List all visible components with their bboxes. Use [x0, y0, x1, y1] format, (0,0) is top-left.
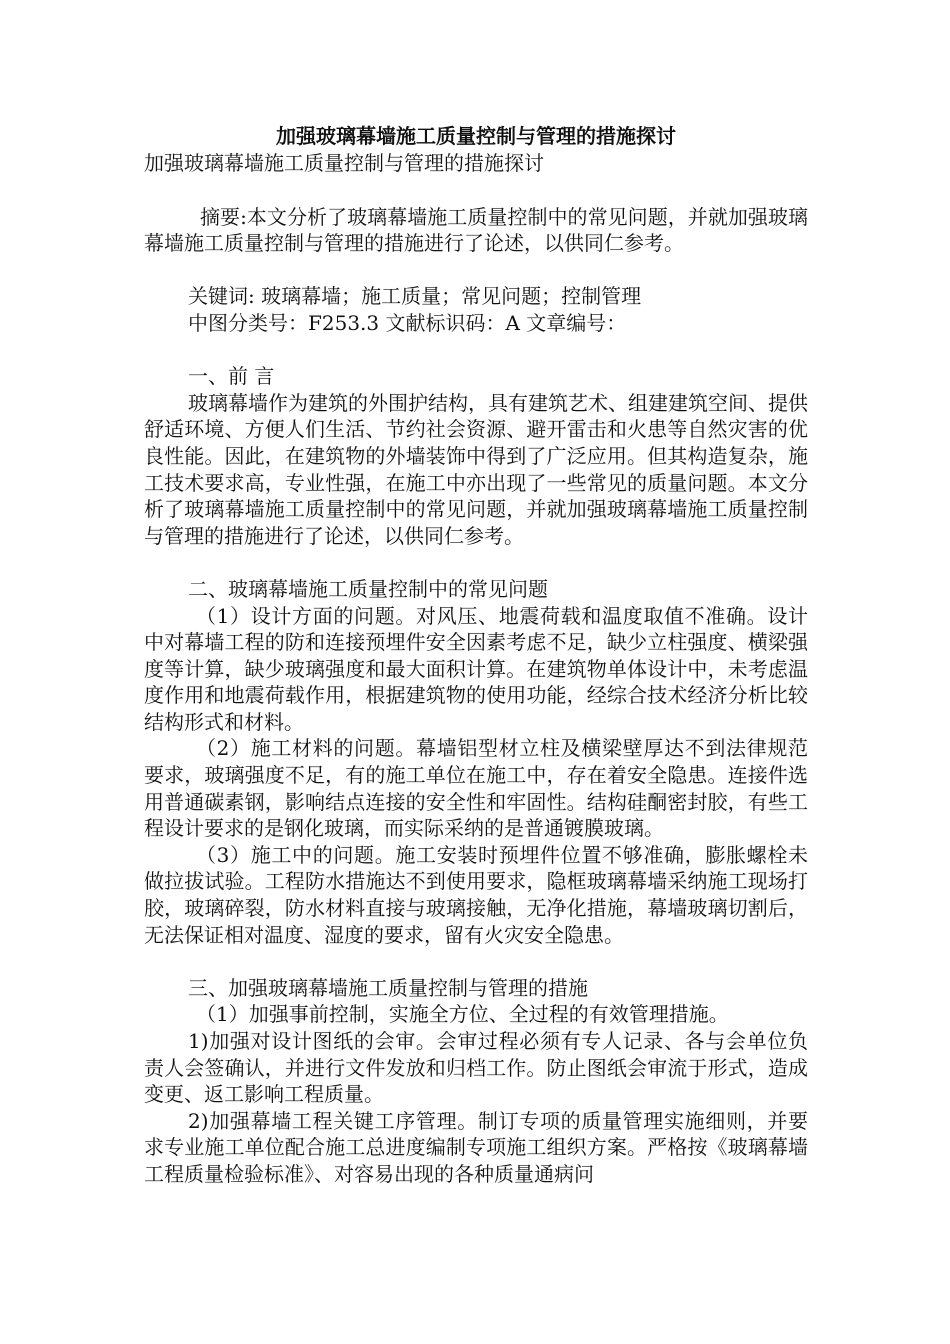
blank-line	[144, 948, 808, 975]
document-title: 加强玻璃幕墙施工质量控制与管理的措施探讨	[276, 124, 676, 148]
blank-line	[144, 257, 808, 284]
section-1-paragraph: 玻璃幕墙作为建筑的外围护结构，具有建筑艺术、组建建筑空间、提供舒适环境、方便人们生活、节约社会资源、避开雷击和火患等自然灾害的优良性能。因此，在建筑物的外墙装饰中得到了广泛应用。但其构造复杂，施工技术要求高，专业性强，在施工中亦出现了一些常见的质量问题。本文分析了玻璃幕墙施工质量控制中的常见问题，并就加强玻璃幕墙施工质量控制与管理的措施进行了论述，以供同仁参考。	[144, 390, 808, 548]
blank-line	[144, 177, 808, 204]
classification-line: 中图分类号：F253.3 文献标识码：A 文章编号：	[188, 310, 627, 335]
section-2-item-3: （3）施工中的问题。施工安装时预埋件位置不够准确，膨胀螺栓未做拉拔试验。工程防水措施达不到使用要求，隐框玻璃幕墙采纳施工现场打胶，玻璃碎裂，防水材料直接与玻璃接触，无净化措施，幕墙玻璃切割后，无法保证相对温度、湿度的要求，留有火灾安全隐患。	[144, 842, 808, 947]
section-heading-2: 二、玻璃幕墙施工质量控制中的常见问题	[188, 576, 548, 601]
section-2-item-2: （2）施工材料的问题。幕墙铝型材立柱及横梁壁厚达不到法律规范要求，玻璃强度不足，有的施工单位在施工中，存在着安全隐患。连接件选用普通碳素钢，影响结点连接的安全性和牢固性。结构硅酮密封胶，有些工程设计要求的是钢化玻璃，而实际采纳的是普通镀膜玻璃。	[144, 736, 808, 841]
section-2-item-1: （1）设计方面的问题。对风压、地震荷载和温度取值不准确。设计中对幕墙工程的防和连接预埋件安全因素考虑不足，缺少立柱强度、横梁强度等计算，缺少玻璃强度和最大面积计算。在建筑物单体设计中，未考虑温度作用和地震荷载作用，根据建筑物的使用功能，经综合技术经济分析比较结构形式和材料。	[144, 603, 808, 734]
document-page	[144, 122, 808, 1188]
section-heading-3: 三、加强玻璃幕墙施工质量控制与管理的措施	[188, 975, 588, 1000]
section-heading-1: 一、前 言	[188, 364, 275, 389]
abstract-paragraph: 摘要:本文分析了玻璃幕墙施工质量控制中的常见问题，并就加强玻璃幕墙施工质量控制与管理的措施进行了论述，以供同仁参考。	[144, 204, 808, 256]
section-3-sub-2: 2)加强幕墙工程关键工序管理。制订专项的质量管理实施细则，并要求专业施工单位配合施工总进度编制专项施工组织方案。严格按《玻璃幕墙工程质量检验标准》、对容易出现的各种质量通病问	[144, 1108, 808, 1186]
keywords-line: 关键词: 玻璃幕墙；施工质量；常见问题；控制管理	[188, 284, 642, 309]
blank-line	[144, 549, 808, 576]
blank-line	[144, 337, 808, 364]
document-subtitle: 加强玻璃幕墙施工质量控制与管理的措施探讨	[144, 151, 544, 175]
section-3-item-1: （1）加强事前控制，实施全方位、全过程的有效管理措施。	[196, 1002, 729, 1027]
section-3-sub-1: 1)加强对设计图纸的会审。会审过程必须有专人记录、各与会单位负责人会签确认，并进行文件发放和归档工作。防止图纸会审流于形式，造成变更、返工影响工程质量。	[144, 1029, 808, 1107]
